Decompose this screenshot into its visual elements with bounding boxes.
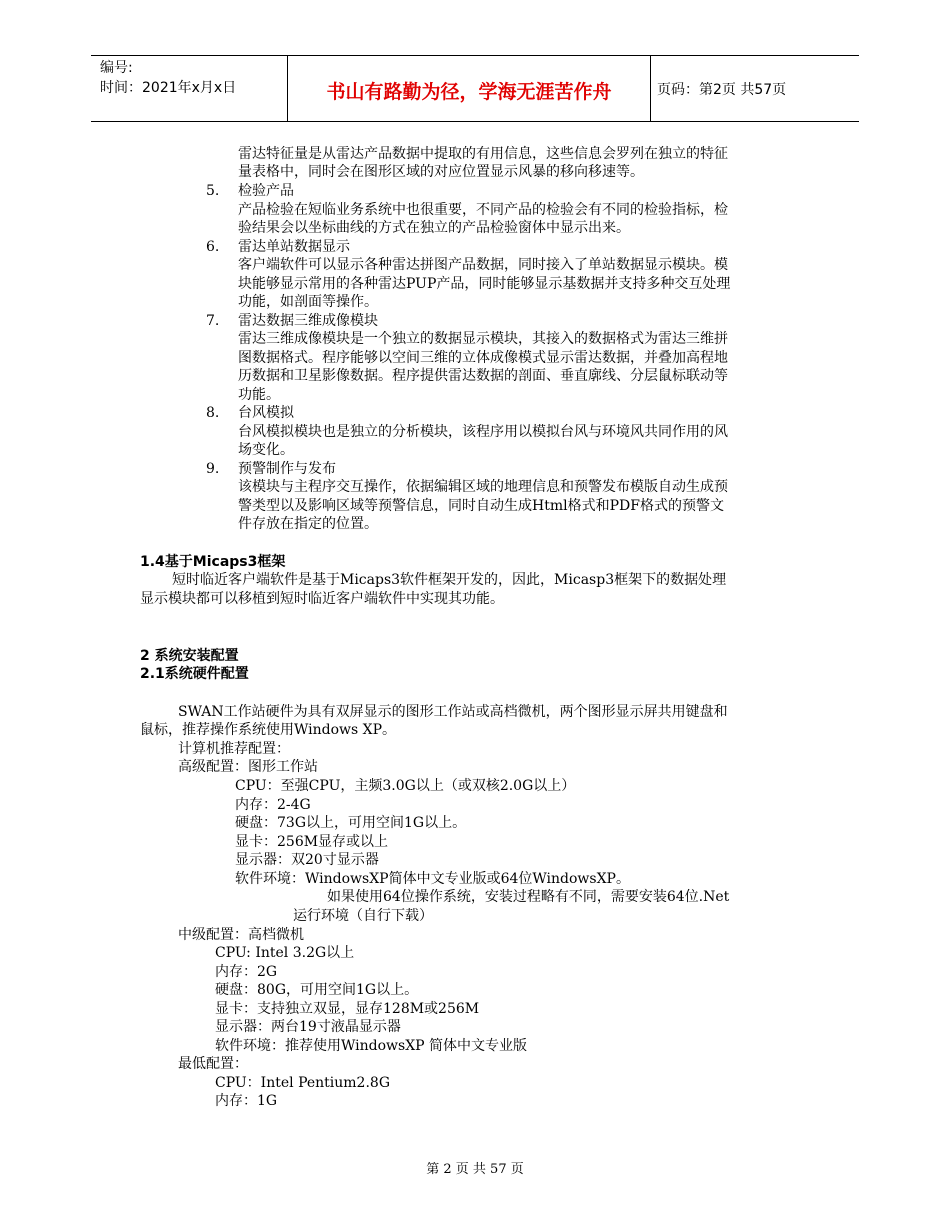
high-config-cpu: CPU：至强CPU，主频3.0G以上（或双核2.0G以上） xyxy=(235,778,576,794)
item6-title: 雷达单站数据显示 xyxy=(238,239,350,255)
low-config-cpu: CPU：Intel Pentium2.8G xyxy=(215,1075,391,1091)
item4-line2: 量表格中，同时会在图形区域的对应位置显示风暴的移向移速等。 xyxy=(238,164,644,180)
section-2-heading: 2 系统安装配置 xyxy=(140,648,239,664)
header-bottom-rule xyxy=(91,121,859,122)
item8-number: 8. xyxy=(206,405,220,421)
item8-line2: 场变化。 xyxy=(238,442,294,458)
item7-line1: 雷达三维成像模块是一个独立的数据显示模块，其接入的数据格式为雷达三维拼 xyxy=(238,331,728,347)
high-config-disk: 硬盘：73G以上，可用空间1G以上。 xyxy=(235,815,467,831)
high-config-monitor: 显示器：双20寸显示器 xyxy=(235,852,379,868)
mid-config-software: 软件环境：推荐使用WindowsXP 简体中文专业版 xyxy=(215,1038,528,1054)
item6-line3: 功能，如剖面等操作。 xyxy=(238,294,378,310)
item6-line1: 客户端软件可以显示各种雷达拼图产品数据，同时接入了单站数据显示模块。模 xyxy=(238,257,728,273)
item6-number: 6. xyxy=(206,239,220,255)
item5-number: 5. xyxy=(206,183,220,199)
item7-line3: 历数据和卫星影像数据。程序提供雷达数据的剖面、垂直廓线、分层鼠标联动等 xyxy=(238,368,728,384)
mid-config-disk: 硬盘：80G，可用空间1G以上。 xyxy=(215,982,419,998)
recommended-config-label: 计算机推荐配置： xyxy=(178,741,290,757)
section-2-1-para-line2: 鼠标，推荐操作系统使用Windows XP。 xyxy=(140,722,397,738)
section-2-1-para-line1: SWAN工作站硬件为具有双屏显示的图形工作站或高档微机，两个图形显示屏共用键盘和 xyxy=(178,704,728,720)
header-page-label: 页码：第2页 共57页 xyxy=(657,82,787,98)
header-motto: 书山有路勤为径，学海无涯苦作舟 xyxy=(326,81,612,103)
item5-line1: 产品检验在短临业务系统中也很重要，不同产品的检验会有不同的检验指标，检 xyxy=(238,202,728,218)
item9-line2: 警类型以及影响区域等预警信息，同时自动生成Html格式和PDF格式的预警文 xyxy=(238,498,724,514)
item6-line2: 块能够显示常用的各种雷达PUP产品，同时能够显示基数据并支持多种交互处理 xyxy=(238,276,731,292)
item9-title: 预警制作与发布 xyxy=(238,461,336,477)
document-time-label: 时间：2021年x月x日 xyxy=(100,80,237,96)
section-1-4-para-line1: 短时临近客户端软件是基于Micaps3软件框架开发的，因此，Micasp3框架下的数据处理 xyxy=(172,572,727,588)
item4-line1: 雷达特征量是从雷达产品数据中提取的有用信息，这些信息会罗列在独立的特征 xyxy=(238,146,728,162)
item9-line3: 件存放在指定的位置。 xyxy=(238,516,378,532)
section-2-1-heading: 2.1系统硬件配置 xyxy=(140,666,249,682)
item9-number: 9. xyxy=(206,461,220,477)
mid-config-cpu: CPU: Intel 3.2G以上 xyxy=(215,945,355,961)
header-meta xyxy=(100,58,236,98)
high-config-gpu: 显卡：256M显存或以上 xyxy=(235,834,389,850)
low-config-memory: 内存：1G xyxy=(215,1093,278,1109)
item7-number: 7. xyxy=(206,313,220,329)
mid-config-label: 中级配置：高档微机 xyxy=(178,927,304,943)
document-number-label: 编号: xyxy=(100,60,133,76)
mid-config-gpu: 显卡：支持独立双显，显存128M或256M xyxy=(215,1001,480,1017)
high-config-label: 高级配置：图形工作站 xyxy=(178,759,318,775)
page-footer: 第 2 页 共 57 页 xyxy=(426,1162,524,1177)
header-divider-right xyxy=(650,55,651,121)
item7-line4: 功能。 xyxy=(238,387,280,403)
item5-title: 检验产品 xyxy=(238,183,294,199)
mid-config-monitor: 显示器：两台19寸液晶显示器 xyxy=(215,1019,401,1035)
item7-title: 雷达数据三维成像模块 xyxy=(238,313,378,329)
high-config-note-line1: 如果使用64位操作系统，安装过程略有不同，需要安装64位.Net xyxy=(327,889,730,905)
header-top-rule xyxy=(91,55,859,56)
item5-line2: 验结果会以坐标曲线的方式在独立的产品检验窗体中显示出来。 xyxy=(238,220,630,236)
item8-line1: 台风模拟模块也是独立的分析模块，该程序用以模拟台风与环境风共同作用的风 xyxy=(238,424,728,440)
section-1-4-heading: 1.4基于Micaps3框架 xyxy=(140,554,286,570)
section-1-4-para-line2: 显示模块都可以移植到短时临近客户端软件中实现其功能。 xyxy=(140,591,504,607)
item8-title: 台风模拟 xyxy=(238,405,294,421)
mid-config-memory: 内存：2G xyxy=(215,964,278,980)
low-config-label: 最低配置： xyxy=(178,1056,248,1072)
high-config-note-line2: 运行环境（自行下载） xyxy=(293,908,433,924)
high-config-memory: 内存：2-4G xyxy=(235,797,311,813)
high-config-software: 软件环境：WindowsXP简体中文专业版或64位WindowsXP。 xyxy=(235,871,630,887)
item7-line2: 图数据格式。程序能够以空间三维的立体成像模式显示雷达数据，并叠加高程地 xyxy=(238,350,728,366)
item9-line1: 该模块与主程序交互操作，依据编辑区域的地理信息和预警发布模版自动生成预 xyxy=(238,479,728,495)
